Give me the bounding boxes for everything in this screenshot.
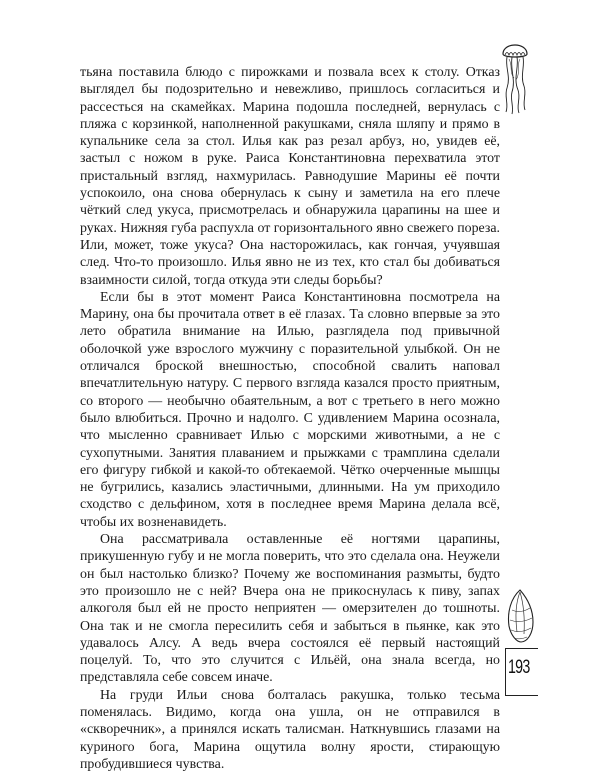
seashell-icon [503, 588, 537, 644]
paragraph-1: тьяна поставила блюдо с пирожками и позвала всех к столу. Отказ выглядел бы подозрительно и невежливо, пришлось согласиться и рассесться на скамейках. Марина подошла последней, вернулась с пляжа с корзинкой, наполненной ракушками, сняла шляпу и прямо в купальнике села за стол. Илья как раз резал арбуз, но, увидев её, застыл с ножом в руке. Раиса Константиновна перехватила этот пристальный взгляд, нахмурилась. Равнодушие Марины её почти успокоило, она снова обернулась к сыну и заметила на его плече чёткий след укуса, присмотрелась и обнаружила царапины на шее и руках. Нижняя губа распухла от горизонтального явно свежего пореза. Или, может, тоже укуса? Она насторожилась, как гончая, учуявшая след. Что-то произошло. Илья явно не из тех, кто стал бы добиваться взаимности силой, тогда откуда эти следы борьбы? [80, 65, 500, 288]
body-text [80, 64, 500, 773]
paragraph-3: Она рассматривала оставленные её ногтями царапины, прикушенную губу и не могла поверить, что это сделала она. Неужели он был настолько близко? Почему же воспоминания размыты, будто это произошло не с ней? Вчера она не прикоснулась к пиву, запах алкоголя был ей не просто неприятен — омерзителен до тошноты. Она так и не смогла пересилить себя и забыться в пьянке, как это удавалось Алсу. А ведь вчера состоялся её первый настоящий поцелуй. То, что это случится с Ильёй, она знала всегда, но представляла себе совсем иначе. [80, 532, 500, 686]
paragraph-2: Если бы в этот момент Раиса Константиновна посмотрела на Марину, она бы прочитала ответ в её глазах. Та словно впервые за это лето обратила внимание на Илью, разглядела под привычной оболочкой уже взрослого мужчину с поразительной улыбкой. Он не отличался броской внешностью, способной свалить наповал впечатлительную натуру. С первого взгляда казался просто приятным, со второго — необычно обаятельным, а вот с третьего в него можно было влюбиться. Прочно и надолго. С удивлением Марина осознала, что мысленно сравнивает Илью с морскими животными, а не с сухопутными. Занятия плаванием и прыжками с трамплина сделали его фигуру гибкой и какой-то обтекаемой. Чётко очерченные мышцы не бугрились, казались эластичными, длинными. На ум приходило сходство с дельфином, хотя в последнее время Марина делала всё, чтобы их возненавидеть. [80, 289, 500, 530]
jellyfish-icon [497, 36, 533, 116]
page-number: 193 [508, 657, 530, 678]
paragraph-4: На груди Ильи снова болталась ракушка, только тесьма поменялась. Видимо, когда она ушла, он не отправился в «скворечник», а принялся искать талисман. Наткнувшись глазами на куриного бога, Марина ощутила волну ярости, стирающую пробудившиеся чувства. [80, 687, 500, 772]
